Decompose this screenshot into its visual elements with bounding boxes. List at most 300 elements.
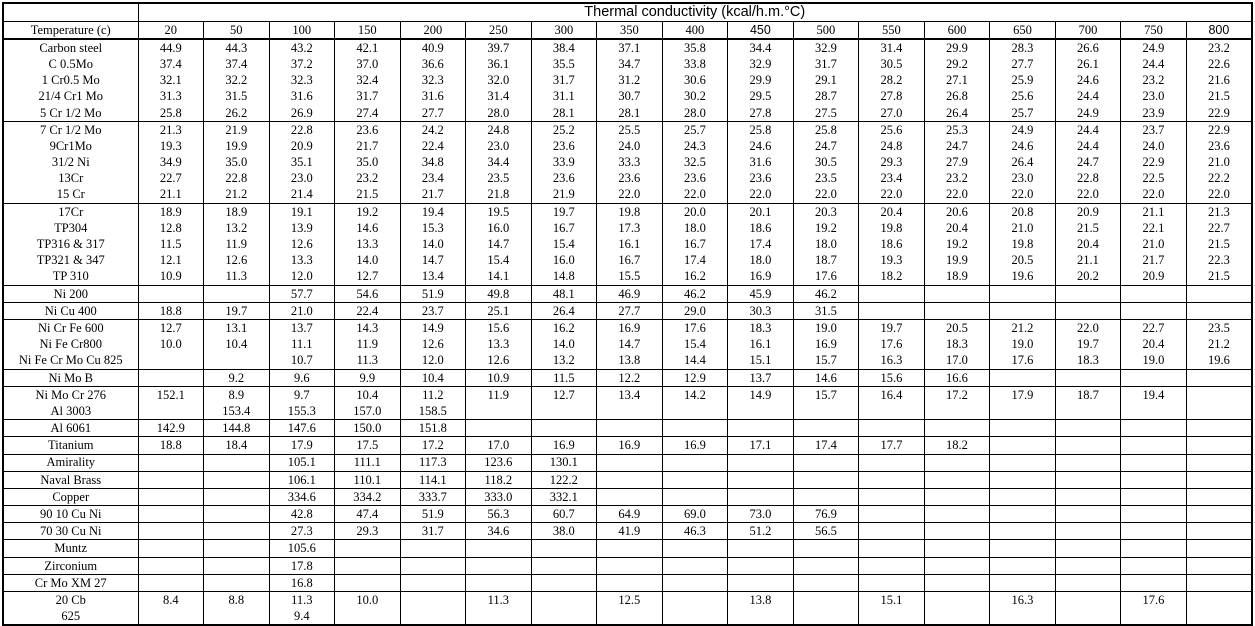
value-cell: 18.3 (1055, 352, 1121, 369)
material-row (3, 285, 1252, 302)
value-cell (204, 454, 270, 471)
value-cell: 158.5 (400, 403, 466, 420)
value-cell: 22.4 (400, 138, 466, 154)
value-cell (1186, 386, 1252, 403)
material-label: Ni Mo Cr 276 (3, 386, 138, 403)
value-cell (138, 523, 204, 540)
value-cell (728, 488, 794, 505)
value-cell: 35.0 (335, 154, 401, 170)
value-cell: 19.6 (1186, 352, 1252, 369)
value-cell: 30.7 (597, 88, 663, 104)
value-cell: 105.1 (269, 454, 335, 471)
value-cell: 57.7 (269, 285, 335, 302)
value-cell: 19.7 (204, 302, 270, 319)
value-cell (204, 488, 270, 505)
value-cell: 24.7 (793, 138, 859, 154)
material-label: 20 Cb (3, 592, 138, 609)
value-cell: 21.2 (1186, 336, 1252, 352)
value-cell: 16.7 (597, 252, 663, 268)
value-cell: 17.6 (1121, 592, 1187, 609)
value-cell (400, 557, 466, 574)
material-label: TP304 (3, 220, 138, 236)
value-cell (728, 454, 794, 471)
temperature-column-header: 800 (1186, 21, 1252, 39)
value-cell: 21.6 (1186, 72, 1252, 88)
value-cell: 13.7 (728, 369, 794, 386)
value-cell: 32.9 (728, 56, 794, 72)
value-cell (990, 523, 1056, 540)
value-cell: 25.8 (793, 121, 859, 138)
value-cell: 16.3 (859, 352, 925, 369)
value-cell: 56.3 (466, 506, 532, 523)
material-label: 31/2 Ni (3, 154, 138, 170)
value-cell (204, 352, 270, 369)
value-cell: 14.2 (662, 386, 728, 403)
value-cell: 26.6 (1055, 39, 1121, 56)
value-cell: 24.4 (1055, 88, 1121, 104)
value-cell (1055, 557, 1121, 574)
value-cell: 13.2 (531, 352, 597, 369)
value-cell (990, 506, 1056, 523)
value-cell (1055, 369, 1121, 386)
value-cell: 27.7 (990, 56, 1056, 72)
value-cell: 24.8 (859, 138, 925, 154)
value-cell (728, 557, 794, 574)
value-cell (400, 574, 466, 591)
material-row (3, 320, 1252, 337)
value-cell (990, 540, 1056, 557)
value-cell: 34.8 (400, 154, 466, 170)
value-cell (1121, 540, 1187, 557)
value-cell: 118.2 (466, 471, 532, 488)
material-row (3, 302, 1252, 319)
value-cell (1055, 302, 1121, 319)
value-cell (859, 285, 925, 302)
value-cell (1121, 488, 1187, 505)
value-cell: 30.6 (662, 72, 728, 88)
value-cell: 117.3 (400, 454, 466, 471)
value-cell: 29.3 (859, 154, 925, 170)
value-cell: 32.5 (662, 154, 728, 170)
value-cell: 16.9 (662, 437, 728, 454)
value-cell: 11.9 (466, 386, 532, 403)
value-cell: 25.7 (990, 105, 1056, 122)
value-cell: 19.1 (269, 203, 335, 220)
value-cell (204, 285, 270, 302)
value-cell: 18.2 (859, 268, 925, 285)
value-cell (662, 574, 728, 591)
value-cell: 44.3 (204, 39, 270, 56)
value-cell: 31.4 (859, 39, 925, 56)
value-cell (859, 506, 925, 523)
value-cell: 32.3 (400, 72, 466, 88)
value-cell (990, 302, 1056, 319)
value-cell: 19.7 (859, 320, 925, 337)
value-cell: 19.2 (793, 220, 859, 236)
material-label: Amirality (3, 454, 138, 471)
value-cell (990, 488, 1056, 505)
value-cell: 23.2 (335, 170, 401, 186)
material-label: Copper (3, 488, 138, 505)
value-cell: 26.4 (924, 105, 990, 122)
material-label: TP321 & 347 (3, 252, 138, 268)
value-cell: 25.3 (924, 121, 990, 138)
value-cell: 27.8 (728, 105, 794, 122)
value-cell (990, 420, 1056, 437)
value-cell: 24.0 (1121, 138, 1187, 154)
value-cell: 26.2 (204, 105, 270, 122)
value-cell: 31.6 (269, 88, 335, 104)
value-cell: 12.6 (466, 352, 532, 369)
value-cell: 31.5 (793, 302, 859, 319)
value-cell: 144.8 (204, 420, 270, 437)
value-cell (204, 523, 270, 540)
value-cell: 10.7 (269, 352, 335, 369)
value-cell: 21.8 (466, 187, 532, 204)
value-cell: 22.9 (1121, 154, 1187, 170)
table-header (3, 3, 1252, 39)
value-cell: 25.5 (597, 121, 663, 138)
value-cell: 106.1 (269, 471, 335, 488)
value-cell: 334.2 (335, 488, 401, 505)
value-cell (924, 403, 990, 420)
material-row (3, 369, 1252, 386)
value-cell: 23.6 (531, 170, 597, 186)
value-cell (531, 420, 597, 437)
value-cell (204, 608, 270, 625)
value-cell (924, 557, 990, 574)
value-cell: 10.4 (400, 369, 466, 386)
value-cell: 11.3 (335, 352, 401, 369)
value-cell: 12.6 (204, 252, 270, 268)
value-cell (1186, 574, 1252, 591)
value-cell: 22.0 (728, 187, 794, 204)
material-row (3, 220, 1252, 236)
material-row (3, 506, 1252, 523)
value-cell: 15.4 (466, 252, 532, 268)
material-label: Naval Brass (3, 471, 138, 488)
value-cell (990, 285, 1056, 302)
temperature-header-row (3, 21, 1252, 39)
value-cell: 10.9 (466, 369, 532, 386)
value-cell: 18.2 (924, 437, 990, 454)
value-cell: 17.6 (793, 268, 859, 285)
value-cell: 18.3 (924, 336, 990, 352)
value-cell (597, 488, 663, 505)
value-cell: 9.4 (269, 608, 335, 625)
value-cell: 32.0 (466, 72, 532, 88)
temperature-column-header: 200 (400, 21, 466, 39)
value-cell: 114.1 (400, 471, 466, 488)
value-cell: 31.7 (531, 72, 597, 88)
value-cell: 27.4 (335, 105, 401, 122)
value-cell: 32.3 (269, 72, 335, 88)
value-cell: 18.6 (859, 236, 925, 252)
value-cell: 17.6 (990, 352, 1056, 369)
value-cell: 19.7 (1055, 336, 1121, 352)
value-cell: 151.8 (400, 420, 466, 437)
value-cell: 35.0 (204, 154, 270, 170)
value-cell (924, 506, 990, 523)
value-cell (1186, 540, 1252, 557)
value-cell: 13.9 (269, 220, 335, 236)
value-cell: 14.0 (400, 236, 466, 252)
material-label: 1 Cr0.5 Mo (3, 72, 138, 88)
value-cell (1186, 302, 1252, 319)
value-cell: 20.5 (924, 320, 990, 337)
value-cell: 22.4 (335, 302, 401, 319)
value-cell: 11.1 (269, 336, 335, 352)
temperature-column-header: 300 (531, 21, 597, 39)
value-cell (859, 574, 925, 591)
value-cell: 16.9 (597, 437, 663, 454)
value-cell: 22.0 (924, 187, 990, 204)
value-cell (990, 369, 1056, 386)
value-cell: 18.7 (1055, 386, 1121, 403)
value-cell: 10.0 (335, 592, 401, 609)
value-cell (1186, 437, 1252, 454)
temperature-column-header: 650 (990, 21, 1056, 39)
value-cell: 19.4 (400, 203, 466, 220)
value-cell: 16.8 (269, 574, 335, 591)
value-cell: 51.9 (400, 506, 466, 523)
value-cell (597, 420, 663, 437)
value-cell: 22.3 (1186, 252, 1252, 268)
value-cell: 15.7 (793, 386, 859, 403)
value-cell: 35.1 (269, 154, 335, 170)
value-cell: 17.4 (728, 236, 794, 252)
value-cell: 12.7 (335, 268, 401, 285)
value-cell (597, 608, 663, 625)
value-cell: 18.8 (138, 302, 204, 319)
value-cell: 32.1 (138, 72, 204, 88)
value-cell: 24.6 (990, 138, 1056, 154)
value-cell (1121, 506, 1187, 523)
value-cell: 56.5 (793, 523, 859, 540)
value-cell: 26.8 (924, 88, 990, 104)
value-cell (990, 557, 1056, 574)
value-cell: 23.2 (1186, 39, 1252, 56)
value-cell: 23.5 (793, 170, 859, 186)
value-cell: 12.7 (138, 320, 204, 337)
value-cell: 21.9 (204, 121, 270, 138)
value-cell (793, 454, 859, 471)
value-cell: 37.4 (138, 56, 204, 72)
value-cell: 13.8 (597, 352, 663, 369)
material-row (3, 352, 1252, 369)
value-cell: 11.9 (204, 236, 270, 252)
value-cell: 8.4 (138, 592, 204, 609)
material-row (3, 88, 1252, 104)
value-cell: 16.9 (728, 268, 794, 285)
value-cell: 24.4 (1121, 56, 1187, 72)
value-cell: 22.0 (990, 187, 1056, 204)
value-cell (924, 540, 990, 557)
material-label: 17Cr (3, 203, 138, 220)
value-cell: 12.5 (597, 592, 663, 609)
value-cell (728, 403, 794, 420)
value-cell: 332.1 (531, 488, 597, 505)
value-cell: 30.5 (793, 154, 859, 170)
value-cell: 142.9 (138, 420, 204, 437)
value-cell: 12.6 (400, 336, 466, 352)
value-cell (138, 454, 204, 471)
value-cell: 34.9 (138, 154, 204, 170)
value-cell: 31.5 (204, 88, 270, 104)
value-cell: 23.2 (924, 170, 990, 186)
material-label: Muntz (3, 540, 138, 557)
value-cell: 22.0 (1186, 187, 1252, 204)
material-label: Ni Cu 400 (3, 302, 138, 319)
value-cell: 21.5 (1186, 268, 1252, 285)
value-cell: 22.7 (1121, 320, 1187, 337)
value-cell (859, 454, 925, 471)
value-cell: 122.2 (531, 471, 597, 488)
value-cell (531, 608, 597, 625)
material-row (3, 252, 1252, 268)
value-cell: 30.2 (662, 88, 728, 104)
value-cell: 23.9 (1121, 105, 1187, 122)
value-cell: 11.3 (466, 592, 532, 609)
value-cell: 19.7 (531, 203, 597, 220)
material-row (3, 56, 1252, 72)
value-cell (1186, 523, 1252, 540)
value-cell: 12.8 (138, 220, 204, 236)
value-cell: 23.5 (466, 170, 532, 186)
material-row (3, 170, 1252, 186)
value-cell: 333.7 (400, 488, 466, 505)
value-cell: 18.8 (138, 437, 204, 454)
value-cell: 12.7 (531, 386, 597, 403)
value-cell: 18.3 (728, 320, 794, 337)
value-cell: 27.8 (859, 88, 925, 104)
value-cell (924, 488, 990, 505)
value-cell: 19.3 (138, 138, 204, 154)
temperature-row-header: Temperature (c) (3, 21, 138, 39)
value-cell (924, 302, 990, 319)
value-cell: 111.1 (335, 454, 401, 471)
value-cell: 23.0 (1121, 88, 1187, 104)
value-cell: 21.0 (990, 220, 1056, 236)
value-cell: 22.0 (1055, 187, 1121, 204)
value-cell (1186, 608, 1252, 625)
value-cell: 27.5 (793, 105, 859, 122)
value-cell: 60.7 (531, 506, 597, 523)
material-label: Cr Mo XM 27 (3, 574, 138, 591)
value-cell (728, 608, 794, 625)
value-cell: 13.4 (597, 386, 663, 403)
value-cell: 69.0 (662, 506, 728, 523)
value-cell: 21.2 (990, 320, 1056, 337)
value-cell: 123.6 (466, 454, 532, 471)
value-cell: 17.5 (335, 437, 401, 454)
material-row (3, 72, 1252, 88)
value-cell (466, 574, 532, 591)
material-label: TP316 & 317 (3, 236, 138, 252)
value-cell: 31.3 (138, 88, 204, 104)
value-cell (400, 592, 466, 609)
material-label: TP 310 (3, 268, 138, 285)
value-cell: 23.7 (1121, 121, 1187, 138)
value-cell: 105.6 (269, 540, 335, 557)
value-cell (859, 608, 925, 625)
value-cell: 23.6 (728, 170, 794, 186)
value-cell: 26.9 (269, 105, 335, 122)
value-cell: 22.0 (859, 187, 925, 204)
value-cell (990, 471, 1056, 488)
value-cell (793, 574, 859, 591)
value-cell (1055, 471, 1121, 488)
value-cell (1055, 574, 1121, 591)
value-cell: 51.2 (728, 523, 794, 540)
value-cell: 48.1 (531, 285, 597, 302)
value-cell (1121, 369, 1187, 386)
value-cell: 31.1 (531, 88, 597, 104)
value-cell: 46.9 (597, 285, 663, 302)
value-cell: 23.6 (662, 170, 728, 186)
value-cell: 17.8 (269, 557, 335, 574)
value-cell: 22.2 (1186, 170, 1252, 186)
value-cell: 19.0 (1121, 352, 1187, 369)
value-cell: 28.3 (990, 39, 1056, 56)
value-cell: 13.2 (204, 220, 270, 236)
value-cell: 17.2 (400, 437, 466, 454)
value-cell (138, 506, 204, 523)
value-cell: 10.0 (138, 336, 204, 352)
value-cell: 33.9 (531, 154, 597, 170)
material-row (3, 105, 1252, 122)
value-cell: 20.5 (990, 252, 1056, 268)
value-cell: 18.0 (793, 236, 859, 252)
value-cell: 10.9 (138, 268, 204, 285)
temperature-column-header: 600 (924, 21, 990, 39)
value-cell (728, 471, 794, 488)
value-cell (662, 420, 728, 437)
value-cell: 17.0 (924, 352, 990, 369)
material-row (3, 437, 1252, 454)
value-cell: 34.7 (597, 56, 663, 72)
material-label: 70 30 Cu Ni (3, 523, 138, 540)
value-cell: 29.9 (924, 39, 990, 56)
value-cell (728, 420, 794, 437)
value-cell: 29.0 (662, 302, 728, 319)
value-cell: 14.9 (400, 320, 466, 337)
value-cell: 16.7 (531, 220, 597, 236)
material-row (3, 557, 1252, 574)
value-cell: 28.0 (466, 105, 532, 122)
material-row (3, 203, 1252, 220)
value-cell: 24.4 (1055, 121, 1121, 138)
value-cell: 34.6 (466, 523, 532, 540)
value-cell: 29.2 (924, 56, 990, 72)
value-cell (924, 454, 990, 471)
material-label: 5 Cr 1/2 Mo (3, 105, 138, 122)
value-cell: 9.6 (269, 369, 335, 386)
value-cell (990, 574, 1056, 591)
material-row (3, 39, 1252, 56)
value-cell: 28.1 (597, 105, 663, 122)
table-title: Thermal conductivity (kcal/h.m.°C) (138, 3, 1252, 21)
value-cell: 24.7 (924, 138, 990, 154)
value-cell: 8.8 (204, 592, 270, 609)
value-cell: 16.2 (662, 268, 728, 285)
value-cell: 23.6 (335, 121, 401, 138)
value-cell: 46.3 (662, 523, 728, 540)
value-cell: 24.3 (662, 138, 728, 154)
value-cell (662, 540, 728, 557)
value-cell: 41.9 (597, 523, 663, 540)
value-cell: 18.0 (662, 220, 728, 236)
